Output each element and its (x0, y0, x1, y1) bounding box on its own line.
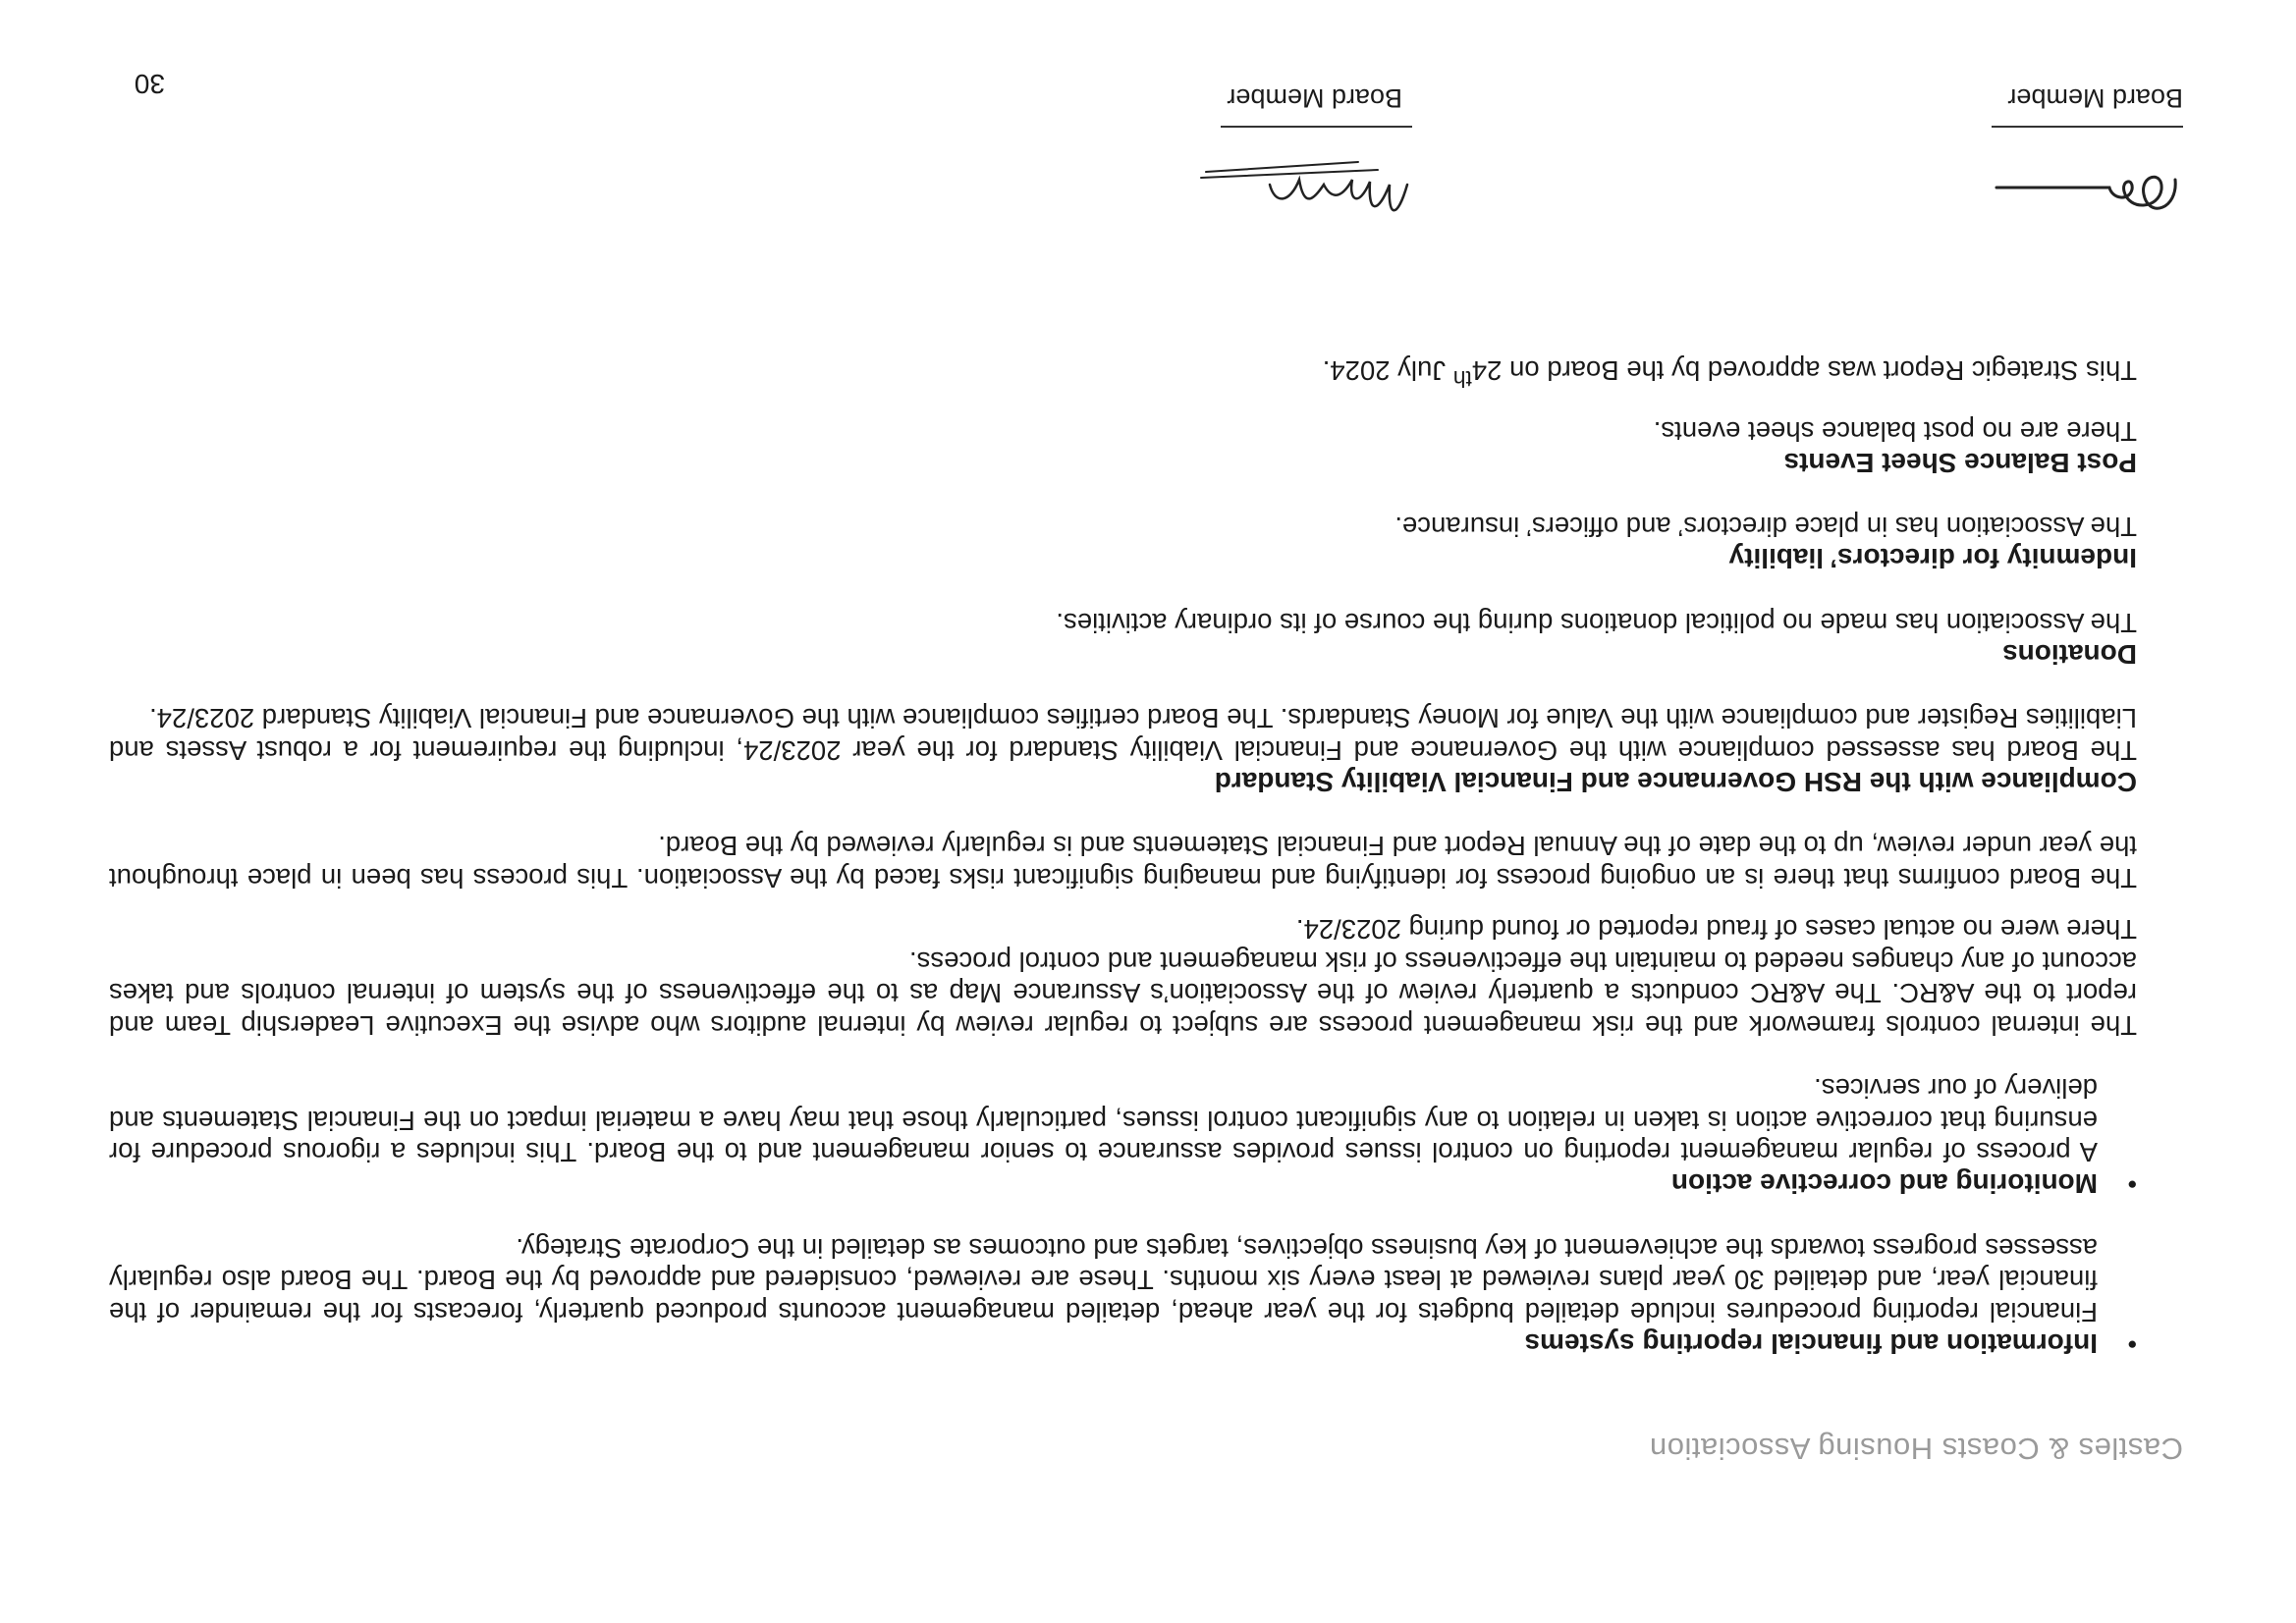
para-donations: The Association has made no political donations during the course of its ordinary activities. (1056, 608, 2137, 638)
para-indemnity: The Association has in place directors’ and officers’ insurance. (1394, 512, 2137, 543)
signature-line-right (1221, 126, 1412, 128)
heading-monitoring: Monitoring and corrective action (1670, 1168, 2098, 1200)
para-internal-controls: The internal controls framework and the risk management process are subject to regular review by internal auditors who advise the Executive Leadership Team and report to the A&RC. The A&RC conducts a quarterly review of the Association’s Assurance Map as to the effectiveness of the system of internal controls and takes account of any changes needed to maintain the effectiveness of risk management and control process. (109, 947, 2137, 1041)
heading-rsh: Compliance with the RSH Governance and Financial Viability Standard (1214, 767, 2137, 797)
para-info-systems: Financial reporting procedures include detailed budgets for the year ahead, detailed management accounts produced quarterly, forecasts for the remainder of the financial year, and detailed 30 year plans reviewed at least every six months. These are reviewed, considered and approved by the Board. The Board also regularly assesses progress towards the achievement of key business objectives, targets and outcomes as detailed in the Corporate Strategy. (109, 1233, 2098, 1327)
heading-info-systems: Information and financial reporting systems (1524, 1328, 2098, 1359)
bullet-icon: • (2127, 1329, 2137, 1359)
signature-left (1987, 150, 2183, 248)
para-ongoing-process: The Board confirms that there is an ongoing process for identifying and managing significant risks faced by the Association. This process has been in place throughout the year under review, up to the date of the Annual Report and Financial Statements and is regularly reviewed by the Board. (109, 831, 2137, 893)
signature-line-left (1992, 126, 2183, 128)
para-post-balance: There are no post balance sheet events. (1653, 416, 2137, 447)
heading-indemnity: Indemnity for directors’ liability (1728, 543, 2137, 574)
bullet-info-systems (109, 1232, 2137, 1361)
organisation-name: Castles & Coasts Housing Association (1649, 1432, 2183, 1466)
para-monitoring: A process of regular management reporting on control issues provides assurance to senior management and to the Board. This includes a rigorous procedure for ensuring that corrective action is taken in relation to any significant control issues, particularly those that may have a material impact on the Financial Statements and delivery of our services. (109, 1073, 2098, 1168)
para-approval: This Strategic Report was approved by the Board on 24th July 2024. (1322, 355, 2137, 393)
bullet-monitoring (109, 1072, 2137, 1201)
signature-right (1191, 150, 1417, 239)
report-body (109, 354, 2137, 1360)
heading-post-balance: Post Balance Sheet Events (1783, 448, 2137, 478)
para-rsh: The Board has assessed compliance with the Governance and Financial Viability Standard for the year 2023/24, including the requirement for a robust Assets and Liabilities Register and compliance with the Value for Money Standards. The Board certifies compliance with the Governance and Financial Viability Standard 2023/24. (109, 703, 2137, 766)
heading-donations: Donations (2002, 639, 2137, 670)
signatory-label-right: Board Member (1227, 83, 1402, 113)
para-fraud: There were no actual cases of fraud reported or found during 2023/24. (1295, 914, 2137, 946)
bullet-icon: • (2127, 1169, 2137, 1200)
page-number: 30 (134, 69, 165, 99)
signatory-label-left: Board Member (2007, 83, 2183, 113)
